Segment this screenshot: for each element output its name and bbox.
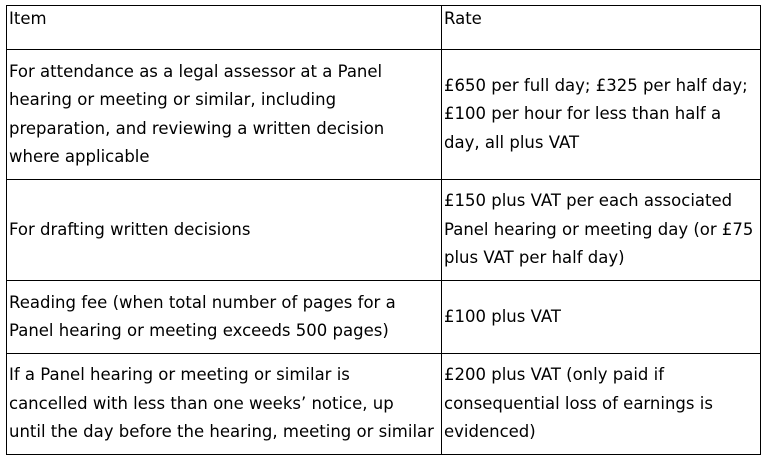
rate-cell <box>442 180 761 281</box>
item-text: Panel hearing or meeting exceeds 500 pages) <box>9 321 389 340</box>
item-text: If a Panel hearing or meeting or similar is <box>9 365 350 385</box>
item-text: Reading fee (when total number of pages for a <box>9 292 396 312</box>
item-text: hearing or meeting or similar, including <box>9 90 337 109</box>
table-row <box>7 50 761 180</box>
header-item: Item <box>7 6 442 50</box>
item-text: cancelled with less than one weeks’ notice, up <box>9 393 394 413</box>
item-text: For attendance as a legal assessor at a Panel <box>9 61 383 81</box>
item-cell <box>7 180 442 281</box>
table-row <box>7 180 761 281</box>
item-text: until the day before the hearing, meeting or similar <box>9 422 434 442</box>
rate-cell <box>442 50 761 180</box>
item-text: For drafting written decisions <box>9 219 251 239</box>
rate-text: £650 per full day; £325 per half day; <box>444 75 748 95</box>
rate-text: £100 per hour for less than half a <box>444 104 722 124</box>
rate-text: £200 plus VAT (only paid if <box>444 365 665 385</box>
rate-text: day, all plus VAT <box>444 132 580 152</box>
rate-text: consequential loss of earnings is <box>444 393 713 413</box>
item-text: preparation, and reviewing a written decision <box>9 118 385 138</box>
rate-cell <box>442 354 761 455</box>
item-cell <box>7 50 442 180</box>
rates-table <box>6 5 761 455</box>
rate-text: plus VAT per half day) <box>444 248 625 268</box>
table-row <box>7 354 761 455</box>
rate-cell <box>442 281 761 354</box>
rate-text: £100 plus VAT <box>444 306 561 326</box>
rate-text: £150 plus VAT per each associated <box>444 191 733 211</box>
item-cell <box>7 354 442 455</box>
rate-text: evidenced) <box>444 422 536 442</box>
item-cell <box>7 281 442 354</box>
item-text: where applicable <box>9 147 150 166</box>
rate-text: Panel hearing or meeting day (or £75 <box>444 219 754 239</box>
table-header-row <box>7 6 761 50</box>
table-row <box>7 281 761 354</box>
header-rate: Rate <box>442 6 761 50</box>
